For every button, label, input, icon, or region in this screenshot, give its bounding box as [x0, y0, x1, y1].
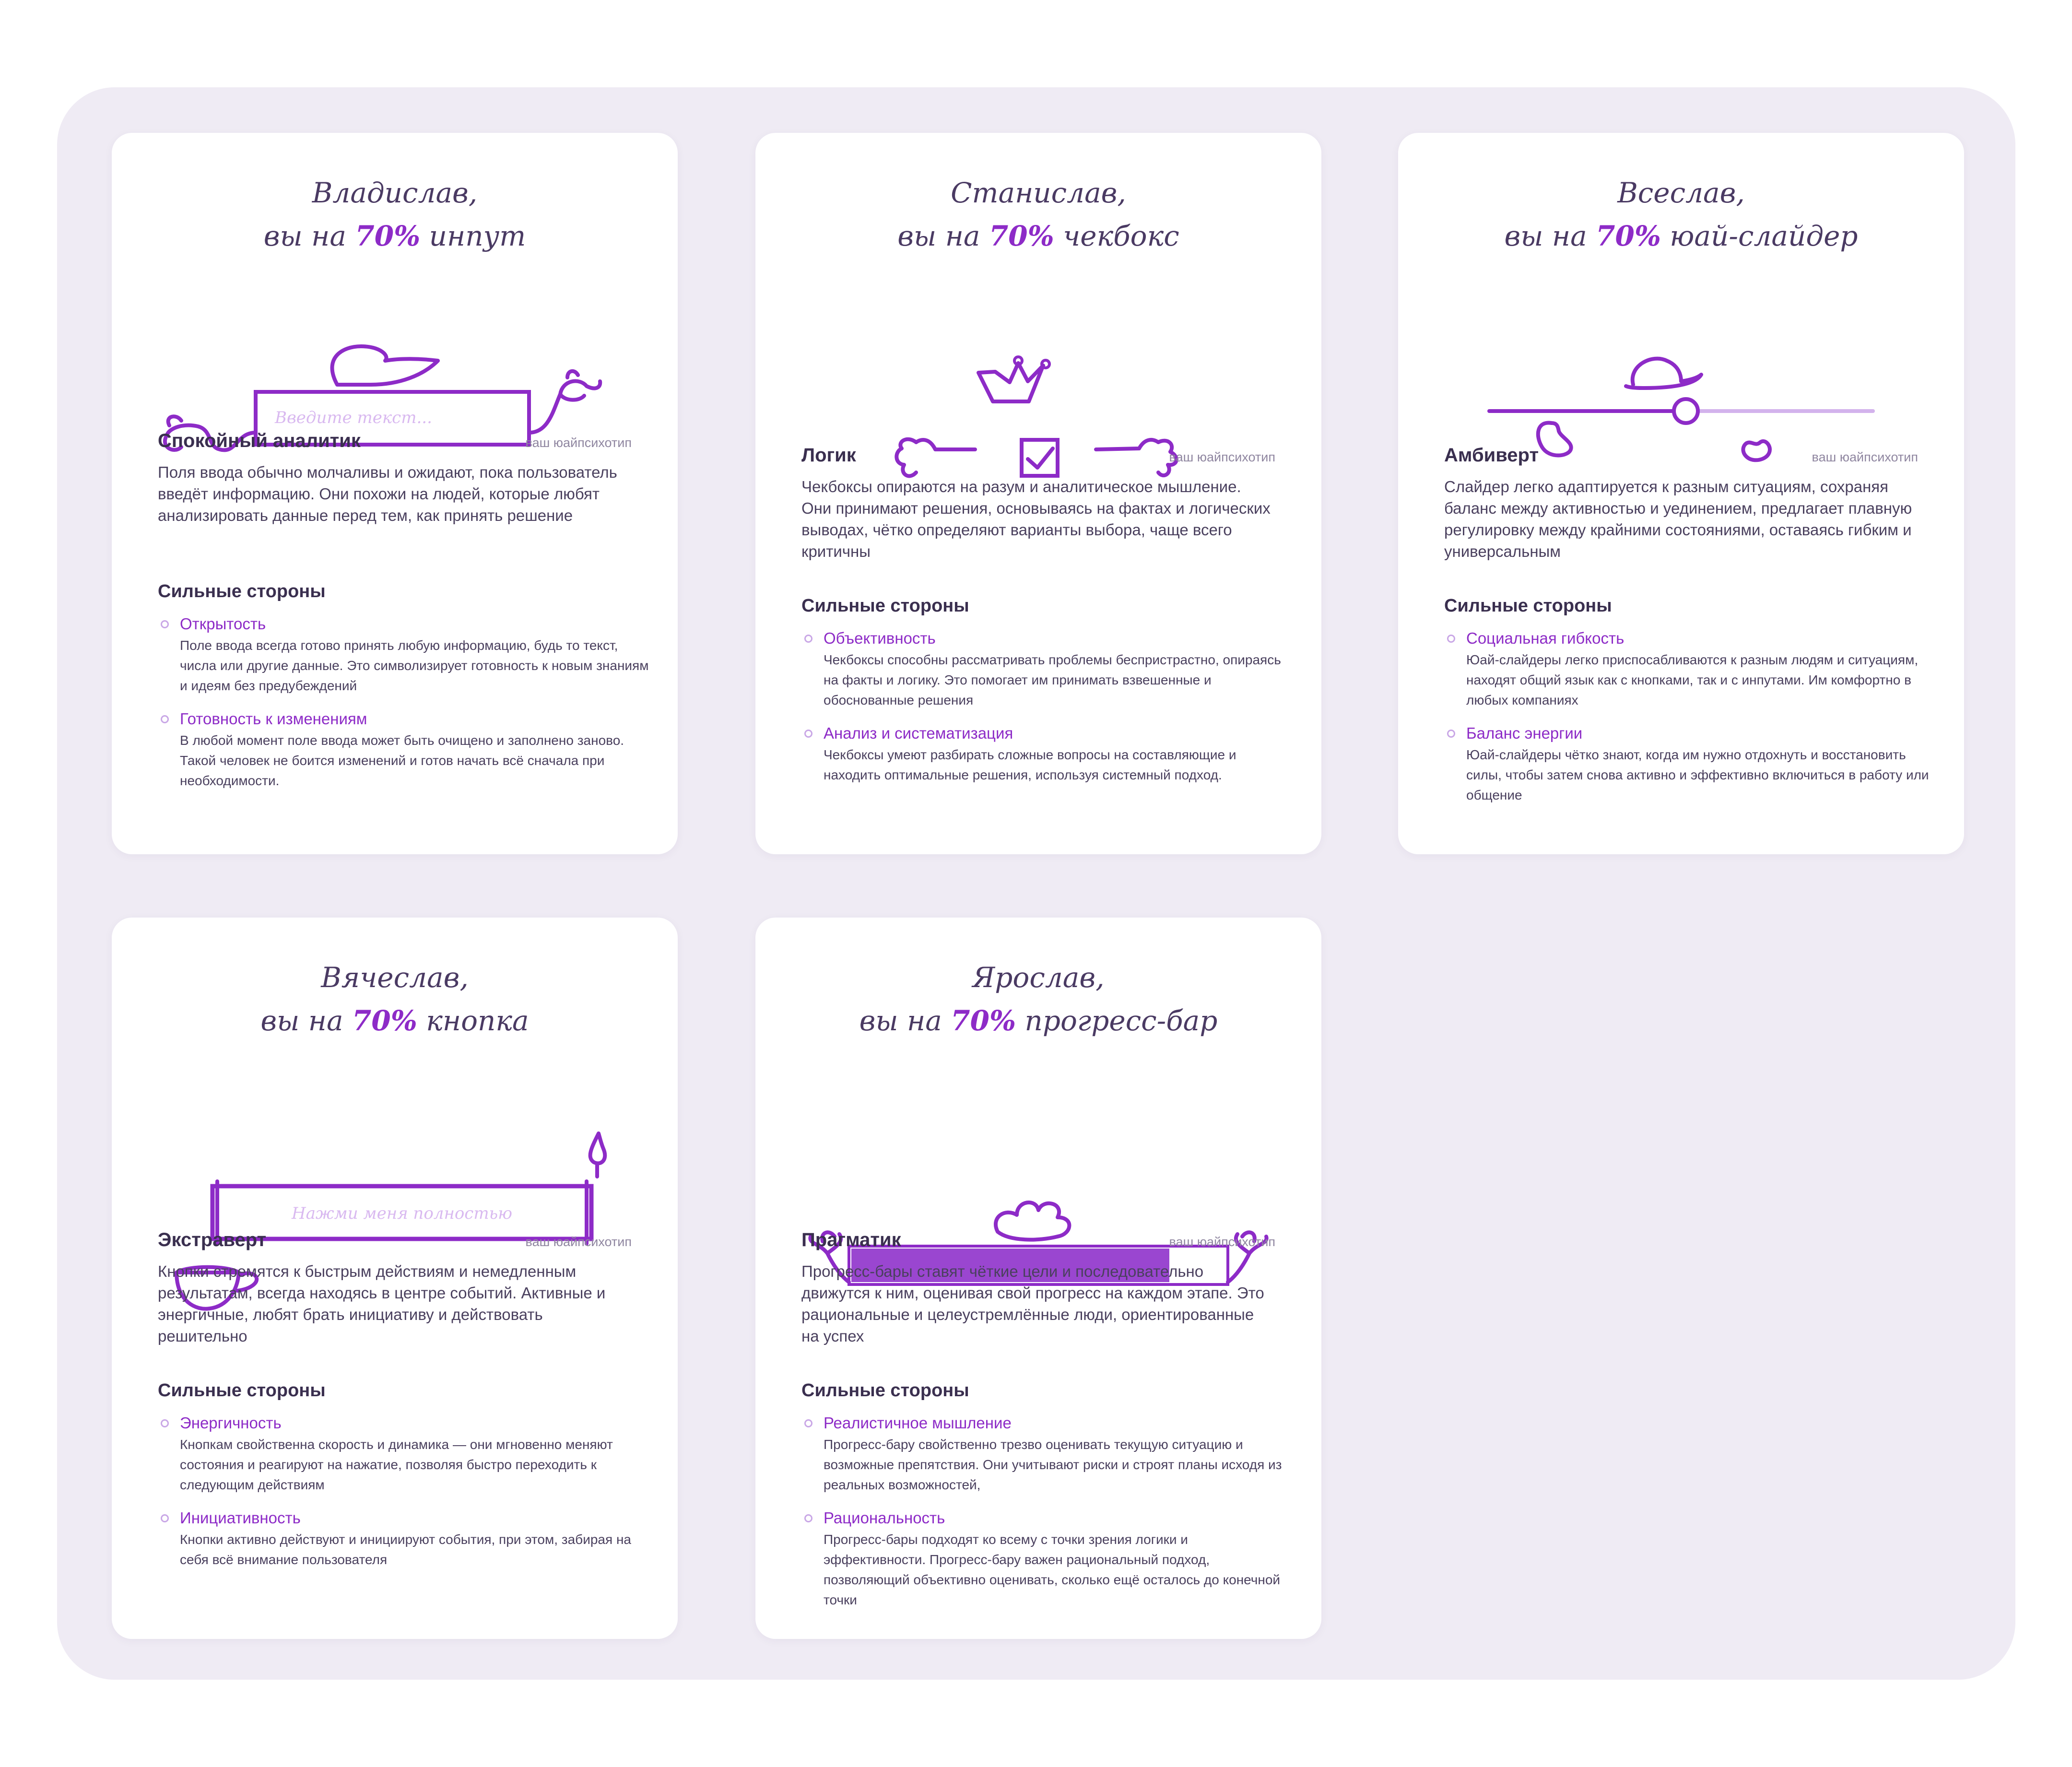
greeting-name: Ярослав, [972, 961, 1105, 994]
type-tag: ваш юайпсихотип [1812, 450, 1918, 464]
type-tag: ваш юайпсихотип [1169, 450, 1275, 464]
greeting-element: чекбокс [1063, 220, 1179, 252]
strength-text: В любой момент поле ввода может быть очищено и заполнено заново. Такой человек не боится изменений и готов начать всё сначала при необходимости. [180, 733, 624, 788]
card-slider [1398, 133, 1964, 854]
type-description: Кнопки стремятся к быстрым действиям и немедленным результатам, всегда находясь в центре событий. Активные и энергичные, любят брать инициативу и действовать решительно [158, 1262, 606, 1345]
type-description: Чекбоксы опираются на разум и аналитическое мышление. Они принимают решения, основываясь на фактах и логических выводах, чётко определяют варианты выбора, чаще всего критичны [801, 478, 1271, 560]
strength-text: Кнопки активно действуют и инициируют события, при этом, забирая на себя всё внимание пользователя [180, 1532, 631, 1567]
strengths-title: Сильные стороны [158, 1380, 326, 1401]
strength-item [158, 708, 649, 791]
greeting-name: Владислав, [312, 177, 478, 209]
greeting-percent: 70% [989, 220, 1054, 252]
strength-text: Прогресс-бары подходят ко всему с точки зрения логики и эффективности. Прогресс-бару важен рациональный подход, позволяющий объективно оценивать, сколько ещё осталось до конечной точки [824, 1532, 1281, 1607]
strengths-title: Сильные стороны [801, 1380, 969, 1401]
type-row [801, 1229, 1275, 1251]
greeting-element: инпут [429, 220, 526, 252]
greeting-name: Вячеслав, [321, 961, 469, 994]
greeting-percent: 70% [352, 1004, 417, 1037]
strength-text: Чекбоксы способны рассматривать проблемы беспристрастно, опираясь на факты и логику. Это помогает им принимать взвешенные и обоснованные решения [824, 652, 1281, 707]
strength-title: Энергичность [158, 1413, 649, 1434]
strength-title: Инициативность [158, 1508, 649, 1529]
strength-text: Прогресс-бару свойственно трезво оценивать текущую ситуацию и возможные препятствия. Они учитывают риски и строят планы исходя из реальных возможностей, [824, 1437, 1282, 1492]
type-row [1444, 445, 1918, 466]
greeting-element: юай-слайдер [1670, 220, 1858, 252]
cards-panel [57, 87, 2015, 1680]
checkbox-illustration [755, 258, 1321, 411]
button-illustration [112, 1042, 678, 1223]
right-hand-icon [529, 371, 600, 433]
strength-text: Юай-слайдеры чётко знают, когда им нужно отдохнуть и восстановить силы, чтобы затем снова активно и эффективно включиться в работу или общение [1466, 747, 1929, 802]
greeting [112, 171, 678, 258]
slider-illustration [1398, 258, 1964, 411]
type-tag: ваш юайпсихотип [1169, 1235, 1275, 1249]
card-checkbox [755, 133, 1321, 854]
hat-icon [1626, 359, 1701, 388]
type-tag: ваш юайпсихотип [525, 1235, 632, 1249]
strength-text: Поле ввода всегда готово принять любую информацию, будь то текст, числа или другие данные. Это символизирует готовность к новым знаниям и идеям без предубеждений [180, 638, 649, 693]
strength-title: Баланс энергии [1444, 723, 1935, 744]
greeting-prefix: вы на [859, 1004, 942, 1037]
card-button [112, 918, 678, 1639]
slider-thumb[interactable] [1674, 399, 1698, 423]
crown-icon [978, 363, 1043, 401]
greeting [755, 171, 1321, 258]
strengths-title: Сильные стороны [1444, 596, 1612, 616]
button-label: Нажми меня полностью [291, 1204, 513, 1223]
drop-icon [590, 1133, 605, 1163]
greeting-percent: 70% [355, 220, 421, 252]
input-illustration [112, 258, 678, 427]
strength-text: Чекбоксы умеют разбирать сложные вопросы на составляющие и находить оптимальные решения, используя системный подход. [824, 747, 1236, 782]
strength-title: Анализ и систематизация [801, 723, 1293, 744]
type-description: Слайдер легко адаптируется к разным ситуациям, сохраняя баланс между активностью и уединением, предлагает плавную регулировку между крайними состояниями, оставаясь гибким и универсальным [1444, 478, 1912, 560]
type-name: Прагматик [801, 1229, 901, 1250]
strengths-title: Сильные стороны [801, 596, 969, 616]
greeting-name: Всеслав, [1617, 177, 1745, 209]
strength-title: Готовность к изменениям [158, 708, 649, 730]
greeting-prefix: вы на [1504, 220, 1587, 252]
strength-item [158, 613, 649, 696]
type-row [158, 430, 632, 452]
card-input [112, 133, 678, 854]
progress-illustration [755, 1042, 1321, 1196]
strength-title: Объективность [801, 628, 1293, 649]
type-row [158, 1229, 632, 1251]
cap-icon [332, 346, 438, 385]
strength-title: Открытость [158, 613, 649, 635]
strength-item [158, 1508, 649, 1570]
type-name: Экстраверт [158, 1229, 267, 1250]
strength-item [801, 1413, 1293, 1495]
strength-title: Реалистичное мышление [801, 1413, 1293, 1434]
greeting-prefix: вы на [897, 220, 980, 252]
strength-item [801, 628, 1293, 710]
type-name: Спокойный аналитик [158, 430, 361, 451]
greeting-prefix: вы на [263, 220, 346, 252]
strength-item [801, 723, 1293, 785]
strength-item [801, 1508, 1293, 1610]
strength-item [1444, 628, 1935, 710]
type-name: Амбиверт [1444, 445, 1539, 466]
greeting-prefix: вы на [260, 1004, 343, 1037]
greeting-percent: 70% [1596, 220, 1661, 252]
strengths-title: Сильные стороны [158, 581, 326, 601]
type-name: Логик [801, 445, 856, 466]
type-description: Поля ввода обычно молчаливы и ожидают, пока пользователь введёт информацию. Они похожи на людей, которые любят анализировать данные перед тем, как принять решение [158, 463, 617, 524]
strength-item [1444, 723, 1935, 805]
strength-text: Юай-слайдеры легко приспосабливаются к разным людям и ситуациям, находят общий язык как с кнопками, так и с инпутами. Им комфортно в любых компаниях [1466, 652, 1919, 707]
strength-text: Кнопкам свойственна скорость и динамика — они мгновенно меняют состояния и реагируют на нажатие, позволяя быстро переходить к следующим действиям [180, 1437, 613, 1492]
greeting-name: Станислав, [951, 177, 1126, 209]
type-row [801, 445, 1275, 466]
type-description: Прогресс-бары ставят чёткие цели и последовательно движутся к ним, оценивая свой прогресс на каждом этапе. Это рациональные и целеустремлённые люди, ориентированные на успех [801, 1262, 1264, 1345]
greeting-percent: 70% [951, 1004, 1016, 1037]
greeting [112, 956, 678, 1042]
strength-title: Рациональность [801, 1508, 1293, 1529]
strength-title: Социальная гибкость [1444, 628, 1935, 649]
input-placeholder: Введите текст... [275, 408, 432, 427]
greeting [755, 956, 1321, 1042]
strength-item [158, 1413, 649, 1495]
type-tag: ваш юайпсихотип [525, 436, 632, 450]
card-progress-bar [755, 918, 1321, 1639]
greeting [1398, 171, 1964, 258]
greeting-element: кнопка [426, 1004, 529, 1037]
greeting-element: прогресс-бар [1024, 1004, 1218, 1037]
